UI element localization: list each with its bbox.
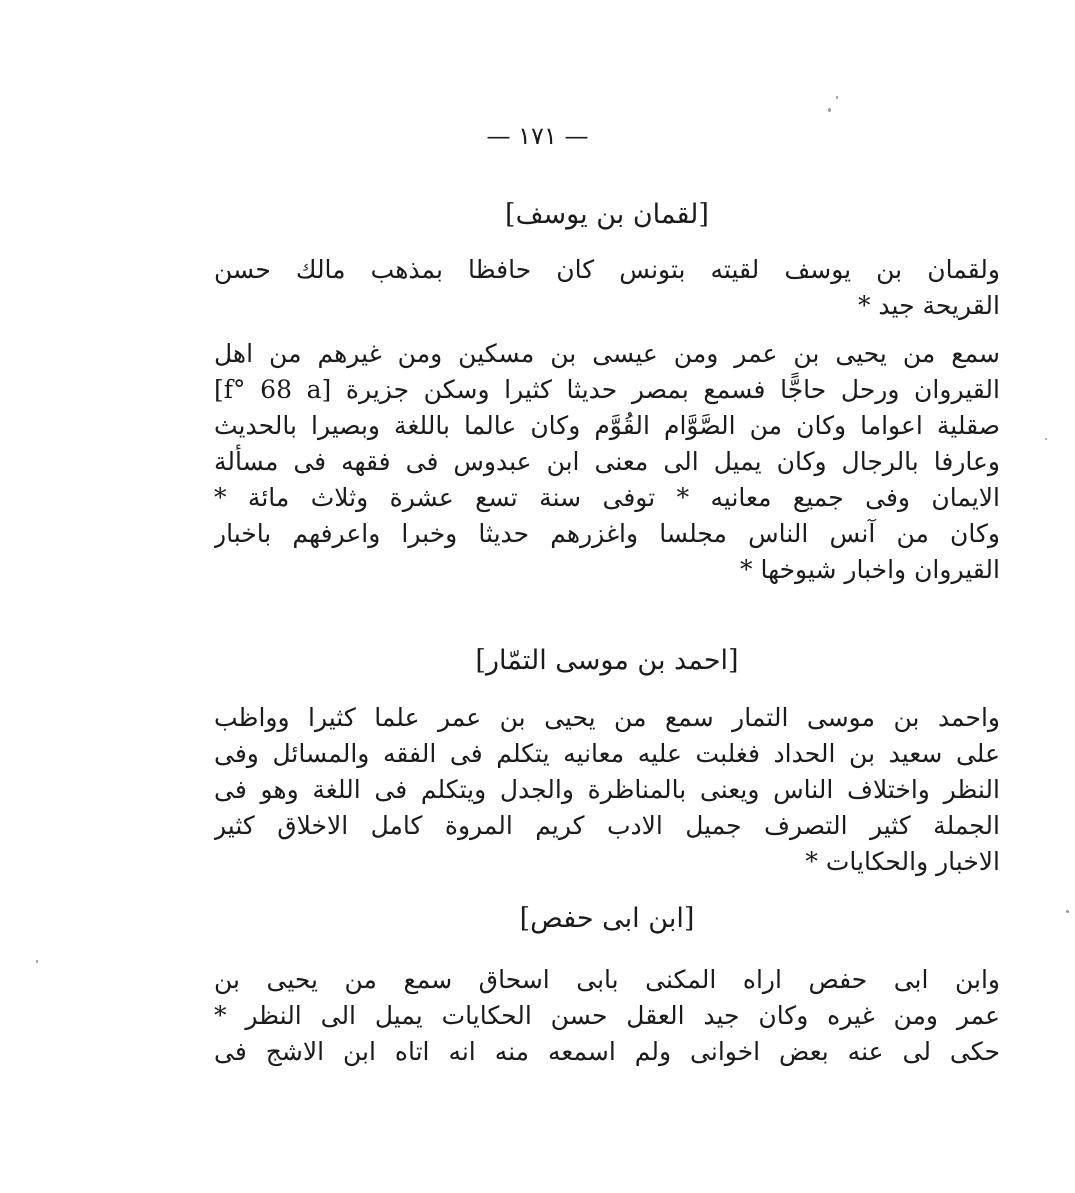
text-line: واحمد بن موسى التمار سمع من يحيى بن عمر علما كثيرا وواظب bbox=[214, 703, 1000, 732]
entry-luqman-paragraph-2 bbox=[214, 336, 1000, 588]
text-line: الجملة كثير التصرف جميل الادب كريم المروة كامل الاخلاق كثير bbox=[214, 811, 1000, 840]
entry-luqman bbox=[214, 196, 1000, 234]
scan-speck bbox=[1066, 910, 1069, 913]
scan-speck bbox=[836, 96, 838, 99]
text-line: الاخبار والحكايات * bbox=[805, 847, 1000, 876]
paragraph bbox=[214, 962, 1000, 1070]
scan-speck bbox=[828, 108, 831, 112]
paragraph bbox=[214, 700, 1000, 880]
text-line: صقلية اعواما وكان من الصَّوَّام القُوَّم وكان عالما باللغة وبصيرا بالحديث bbox=[214, 411, 1000, 440]
text-line: وابن ابى حفص اراه المكنى بابى اسحاق سمع من يحيى بن bbox=[214, 965, 1000, 994]
text-line: القيروان واخبار شيوخها * bbox=[740, 555, 1000, 584]
text-line: سمع من يحيى بن عمر ومن عيسى بن مسكين ومن غيرهم من اهل bbox=[214, 339, 1000, 368]
text-line: حكى لى عنه بعض اخوانى ولم اسمعه منه انه اتاه ابن الاشج فى bbox=[214, 1037, 1000, 1066]
entry-ahmad bbox=[214, 642, 1000, 680]
entry-heading: [لقمان بن يوسف] bbox=[505, 199, 709, 230]
text-line: وكان من آنس الناس مجلسا واغزرهم حديثا وخبرا واعرفهم باخبار bbox=[214, 519, 1000, 548]
paragraph bbox=[214, 336, 1000, 588]
entry-ibn-abi-hafs-paragraph-1 bbox=[214, 962, 1000, 1070]
text-line: على سعيد بن الحداد فغلبت عليه معانيه يتكلم فى الفقه والمسائل وفى bbox=[214, 739, 1000, 768]
text-line: القريحة جيد * bbox=[857, 291, 1000, 320]
text-line: وعارفا بالرجال وكان يميل الى معنى ابن عبدوس فى فقهه فى مسألة bbox=[214, 447, 1000, 476]
text-line: الايمان وفى جميع معانيه * توفى سنة تسع عشرة وثلاث مائة * bbox=[214, 483, 1000, 512]
text-line: ولقمان بن يوسف لقيته بتونس كان حافظا بمذهب مالك حسن bbox=[214, 255, 1000, 284]
entry-heading: [احمد بن موسى التمّار] bbox=[475, 645, 739, 676]
entry-heading: [ابن ابى حفص] bbox=[519, 903, 695, 934]
entry-ibn-abi-hafs bbox=[214, 900, 1000, 938]
scan-speck bbox=[1045, 438, 1047, 440]
entry-ahmad-paragraph-1 bbox=[214, 700, 1000, 880]
scan-speck bbox=[36, 960, 38, 963]
text-line: القيروان ورحل حاجًّا فسمع بمصر حديثا كثيرا وسكن جزيرة [f° 68 a] bbox=[214, 375, 1000, 404]
text-line: النظر واختلاف الناس ويعنى بالمناظرة والجدل ويتكلم فى اللغة وهو فى bbox=[214, 775, 1000, 804]
entry-luqman-paragraph-1 bbox=[214, 252, 1000, 324]
paragraph bbox=[214, 252, 1000, 324]
text-line: عمر ومن غيره وكان جيد العقل حسن الحكايات يميل الى النظر * bbox=[214, 1001, 1000, 1030]
page-number: — ١٧١ — bbox=[486, 122, 589, 150]
